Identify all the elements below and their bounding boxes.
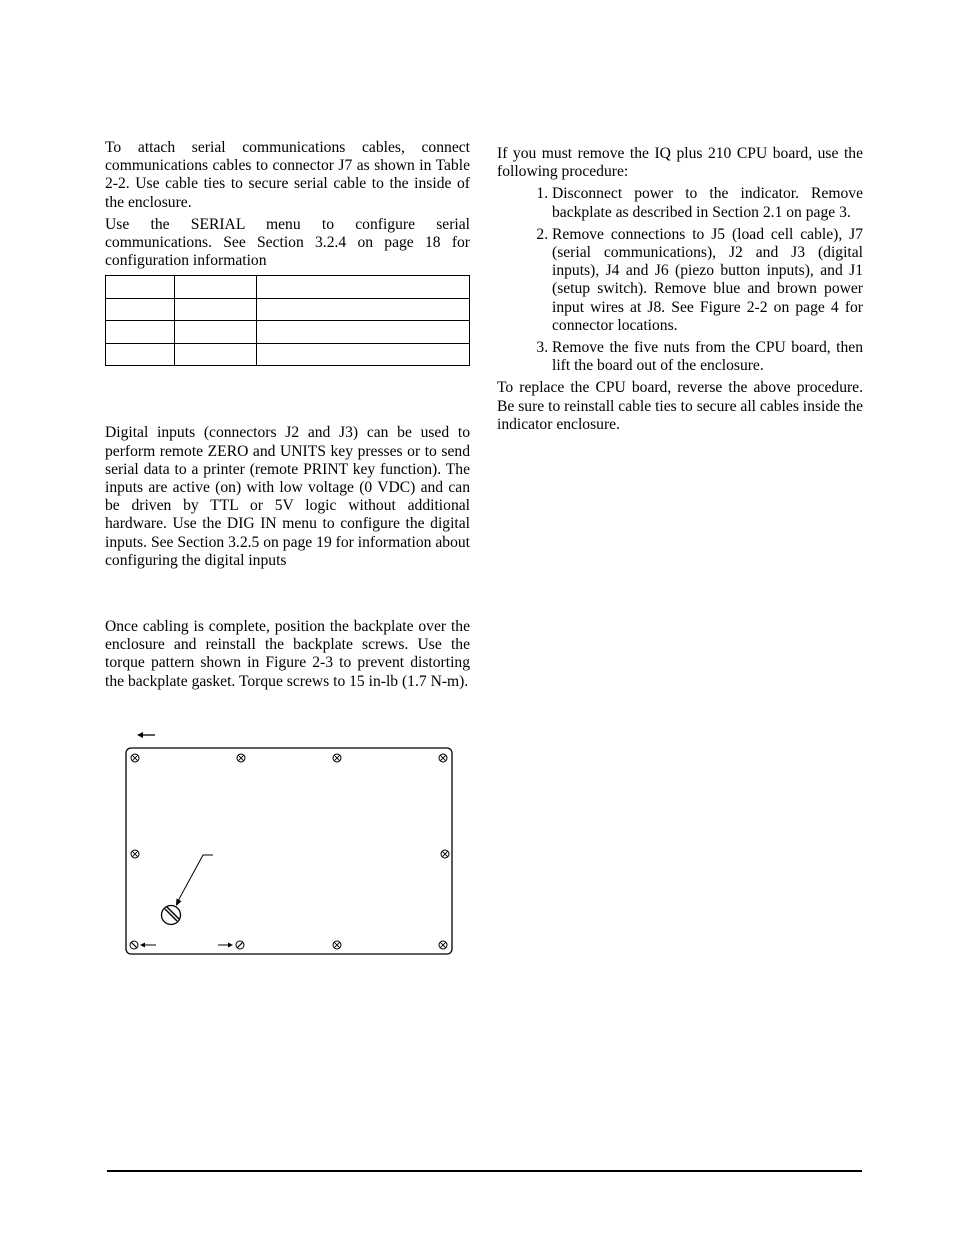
- table-cell: [257, 321, 470, 344]
- arrow-left-icon: [140, 943, 156, 948]
- cpu-removal-steps: [497, 185, 863, 375]
- backplate-paragraph: Once cabling is complete, position the backplate over the enclosure and reinstall the backplate screws. Use the torque pattern shown in Figure 2-3 to prevent distorting the backplate gasket. Torque screws to 15 in-lb (1.7 N-m).: [105, 618, 470, 690]
- screw-icon: [131, 850, 139, 858]
- section-spacer: [105, 574, 470, 618]
- screw-icon: [439, 941, 447, 949]
- screw-icon: [441, 850, 449, 858]
- table-cell: [175, 276, 257, 299]
- arrow-left-icon: [137, 732, 155, 738]
- serial-connector-table: [105, 275, 470, 366]
- table-cell: [175, 321, 257, 344]
- list-item: 3. Remove the five nuts from the CPU board, then lift the board out of the enclosure.: [552, 339, 863, 375]
- screw-icon: [439, 754, 447, 762]
- table-row: [106, 298, 470, 321]
- screw-icon: [236, 941, 244, 949]
- screw-icon: [131, 754, 139, 762]
- screw-icon: [237, 754, 245, 762]
- table-row: [106, 276, 470, 299]
- leader-arrow-icon: [176, 855, 213, 906]
- table-cell: [257, 343, 470, 366]
- screw-icon: [130, 941, 138, 949]
- footer-rule: [107, 1170, 862, 1172]
- left-column: [105, 139, 470, 695]
- right-column: [497, 145, 863, 438]
- table-cell: [106, 343, 175, 366]
- table-cell: [106, 321, 175, 344]
- table-cell: [175, 343, 257, 366]
- serial-menu-paragraph: Use the SERIAL menu to configure serial communications. See Section 3.2.4 on page 18 for configuration information: [105, 215, 470, 270]
- screw-icon: [333, 754, 341, 762]
- digital-inputs-paragraph: Digital inputs (connectors J2 and J3) can be used to perform remote ZERO and UNITS key presses or to send serial data to a printer (remote PRINT key function). The inputs are active (on) with low voltage (0 VDC) and can be driven by TTL or 5V logic without additional hardware. Use the DIG IN menu to configure the digital inputs. See Section 3.2.5 on page 19 for information about configuring the digital inputs: [105, 424, 470, 569]
- list-item: 2. Remove connections to J5 (load cell cable), J7 (serial communications), J2 and J3 (digital inputs), J4 and J6 (piezo button inputs), and J1 (setup switch). Remove blue and brown power input wires at J8. See Figure 2-2 on page 4 for connector locations.: [552, 226, 863, 335]
- table-row: [106, 343, 470, 366]
- table-cell: [106, 276, 175, 299]
- table-cell: [257, 276, 470, 299]
- serial-paragraph: To attach serial communications cables, connect communications cables to connector J7 as shown in Table 2-2. Use cable ties to secure serial cable to the inside of the enclosure.: [105, 139, 470, 211]
- section-spacer: [105, 366, 470, 424]
- cpu-replace-paragraph: To replace the CPU board, reverse the above procedure. Be sure to reinstall cable ties to secure all cables inside the indicator enclosure.: [497, 379, 863, 433]
- screw-icon: [333, 941, 341, 949]
- torque-pattern-figure: [115, 725, 460, 960]
- table-cell: [106, 298, 175, 321]
- table-cell: [257, 298, 470, 321]
- cpu-removal-intro: If you must remove the IQ plus 210 CPU board, use the following procedure:: [497, 145, 863, 181]
- table-row: [106, 321, 470, 344]
- arrow-right-icon: [218, 943, 233, 948]
- grounding-screw-icon: [162, 906, 181, 925]
- table-cell: [175, 298, 257, 321]
- list-item: 1. Disconnect power to the indicator. Remove backplate as described in Section 2.1 on page 3.: [552, 185, 863, 221]
